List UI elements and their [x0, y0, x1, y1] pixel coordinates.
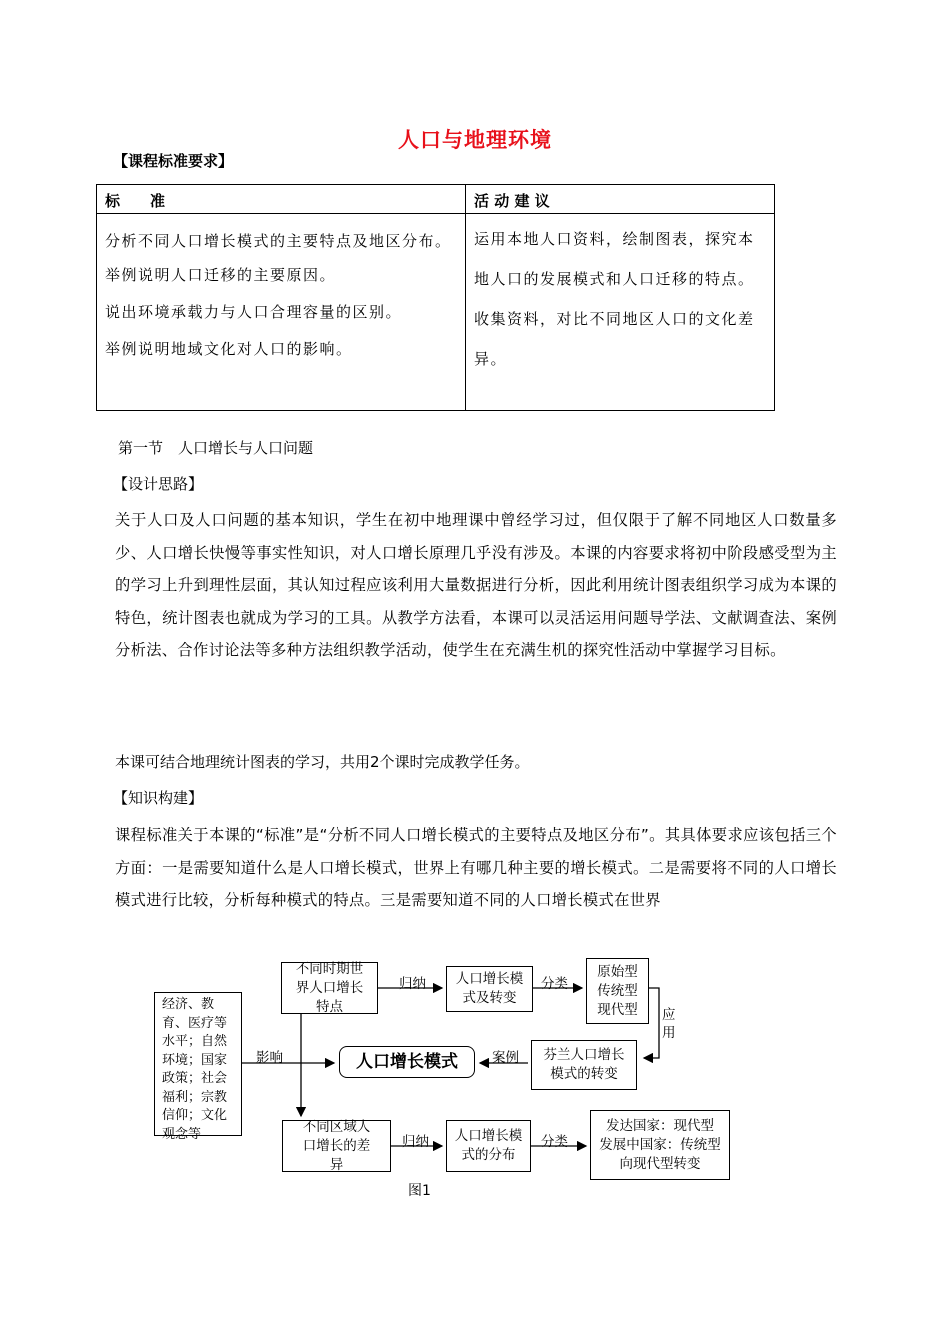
- standard-item: 说出环境承载力与人口合理容量的区别。: [105, 303, 403, 321]
- knowledge-paragraph: 课程标准关于本课的“标准”是“分析不同人口增长模式的主要特点及地区分布”。其具体要求应该包括三个方面：一是需要知道什么是人口增长模式，世界上有哪几种主要的增长模式。二是需要将不同的人口增长模式进行比较，分析每种模式的特点。三是需要知道不同的人口增长模式在世界: [115, 826, 837, 909]
- node-text: 人口增长模式的分布: [454, 1128, 523, 1163]
- node-regional-difference: [282, 1120, 391, 1172]
- node-pattern-transition: [446, 966, 533, 1012]
- center-text: 人口增长模式: [356, 1051, 458, 1072]
- factors-box: [154, 992, 242, 1142]
- node-world-periods: [281, 962, 378, 1014]
- label-case: 案例: [492, 1050, 519, 1066]
- label-induce-top: 归纳: [399, 976, 426, 992]
- course-standard-heading: 【课程标准要求】: [113, 152, 234, 170]
- page-title: 人口与地理环境: [398, 128, 552, 152]
- label-influence: 影响: [256, 1050, 283, 1066]
- factors-text: 经济、教育、医疗等水平；自然环境；国家政策；社会福利；宗教信仰；文化观念等: [162, 997, 228, 1142]
- activity-item: 运用本地人口资料，绘制图表，探究本地人口的发展模式和人口迁移的特点。: [474, 230, 755, 288]
- activity-item: 收集资料，对比不同地区人口的文化差异。: [474, 310, 755, 368]
- design-paragraph-2: 本课可结合地理统计图表的学习，共用2个课时完成教学任务。: [115, 753, 530, 771]
- node-text: 发达国家：现代型: [606, 1117, 714, 1134]
- node-text: 不同时期世界人口增长特点: [295, 960, 364, 1015]
- section-title: 第一节 人口增长与人口问题: [118, 439, 314, 457]
- node-text: 芬兰人口增长模式的转变: [543, 1047, 625, 1082]
- standard-item: 举例说明人口迁移的主要原因。: [105, 266, 337, 284]
- node-country-types: [590, 1110, 730, 1180]
- figure-caption: 图1: [408, 1183, 431, 1199]
- label-induce-bottom: 归纳: [402, 1134, 429, 1150]
- center-node: [339, 1046, 475, 1078]
- node-types: [586, 958, 649, 1024]
- standard-item: 举例说明地域文化对人口的影响。: [105, 340, 353, 358]
- standard-item: 分析不同人口增长模式的主要特点及地区分布。: [105, 232, 452, 250]
- table-header-standard: 标 准: [97, 185, 466, 214]
- node-text: 人口增长模式及转变: [455, 971, 524, 1006]
- design-heading: 【设计思路】: [113, 475, 204, 493]
- node-text: 发展中国家：传统型: [599, 1136, 721, 1153]
- label-apply: 应用: [662, 1007, 676, 1041]
- node-text: 不同区域人口增长的差异: [302, 1118, 371, 1173]
- node-distribution: [446, 1120, 531, 1172]
- design-paragraph: 关于人口及人口问题的基本知识，学生在初中地理课中曾经学习过，但仅限于了解不同地区人口数量多少、人口增长快慢等事实性知识，对人口增长原理几乎没有涉及。本课的内容要求将初中阶段感受型为主的学习上升到理性层面，其认知过程应该利用大量数据进行分析，因此利用统计图表组织学习成为本课的特色，统计图表也就成为学习的工具。从教学方法看，本课可以灵活运用问题导学法、文献调查法、案例分析法、合作讨论法等多种方法组织教学活动，使学生在充满生机的探究性活动中掌握学习目标。: [115, 511, 837, 659]
- node-finland: [531, 1040, 637, 1090]
- node-text: 向现代型转变: [619, 1155, 701, 1172]
- table-header-activity: 活 动 建 议: [466, 185, 775, 214]
- node-text: 原始型传统型现代型: [597, 963, 638, 1018]
- label-classify-bottom: 分类: [541, 1134, 568, 1150]
- label-classify-top: 分类: [541, 976, 568, 992]
- knowledge-heading: 【知识构建】: [113, 789, 204, 807]
